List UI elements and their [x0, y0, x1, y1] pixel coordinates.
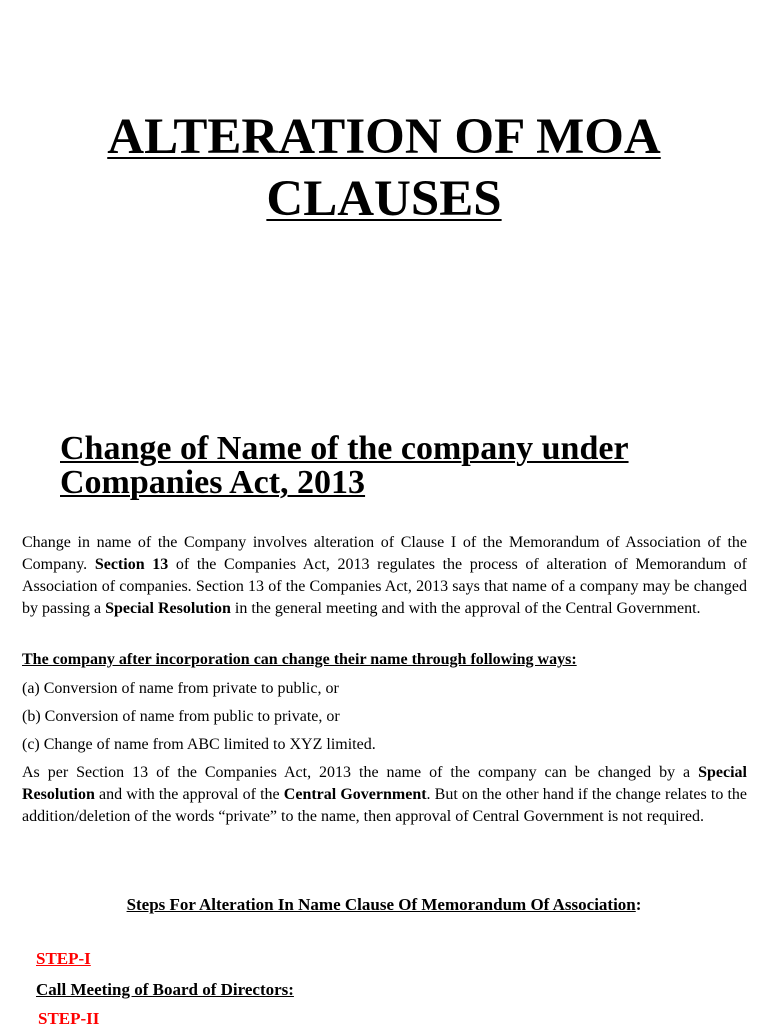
step-1-description: Call Meeting of Board of Directors: [36, 980, 294, 999]
approval-bold-central-government: Central Government [283, 786, 427, 803]
steps-heading-text: Steps For Alteration In Name Clause Of Memorandum Of Association [126, 895, 636, 914]
intro-bold-section13: Section 13 [94, 556, 169, 573]
intro-text-3: in the general meeting and with the approval of the Central Government. [230, 600, 701, 617]
section-heading-line1: Change of Name of the company under [60, 430, 629, 467]
approval-text-3: . But on the other hand if the change relates to the addition/deletion of the words “private” to the name, then approval of Central Government is not required. [22, 786, 747, 825]
approval-text-1: As per Section 13 of the Companies Act, 2013 the name of the company can be changed by a [22, 764, 699, 781]
approval-bold-special-resolution: Special Resolution [22, 764, 747, 803]
steps-heading-colon: : [635, 895, 642, 914]
intro-bold-special-resolution: Special Resolution [105, 600, 231, 617]
way-item-b: (b) Conversion of name from public to private, or [22, 708, 340, 725]
document-title-line2: CLAUSES [266, 171, 502, 227]
section-heading-line2: Companies Act, 2013 [60, 464, 366, 501]
document-title [0, 106, 768, 230]
intro-text-1: Change in name of the Company involves alteration of Clause I of the Memorandum of Association of the Company. [22, 534, 747, 573]
way-item-c: (c) Change of name from ABC limited to XYZ limited. [22, 736, 376, 753]
way-item-a: (a) Conversion of name from private to public, or [22, 680, 339, 697]
intro-paragraph [22, 532, 747, 620]
approval-paragraph [22, 762, 747, 828]
approval-text-2: and with the approval of the [94, 786, 284, 803]
section-heading [60, 432, 750, 500]
ways-heading: The company after incorporation can change their name through following ways: [22, 651, 577, 668]
intro-text-2: of the Companies Act, 2013 regulates the process of alteration of Memorandum of Association of companies. Section 13 of the Companies Act, 2013 says that name of a company may be changed by passing a [22, 556, 747, 617]
step-2-label: STEP-II [38, 1009, 100, 1024]
step-1-label: STEP-I [36, 949, 91, 968]
document-title-line1: ALTERATION OF MOA [107, 109, 661, 165]
steps-heading [0, 893, 768, 917]
